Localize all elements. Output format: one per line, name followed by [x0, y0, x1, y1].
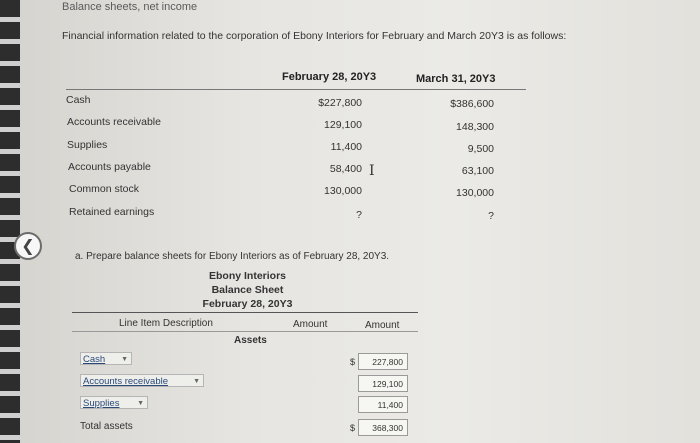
row-label-ar: Accounts receivable — [67, 116, 161, 128]
row-label-cs: Common stock — [69, 183, 140, 195]
chevron-down-icon: ▼ — [137, 400, 144, 407]
row-label-cash: Cash — [66, 94, 91, 106]
section-assets: Assets — [234, 335, 267, 346]
feb-re: ? — [356, 209, 362, 221]
chevron-left-icon[interactable]: ❮ — [14, 232, 42, 260]
feb-ar: 129,100 — [324, 119, 362, 131]
chevron-down-icon: ▼ — [193, 378, 200, 385]
sheet-rule — [72, 312, 418, 313]
feb-supplies: 11,400 — [330, 141, 362, 153]
sheet-title: Balance Sheet — [211, 284, 284, 296]
column-header-feb: February 28, 20Y3 — [282, 71, 377, 83]
chevron-down-icon: ▼ — [121, 356, 128, 363]
mar-cs: 130,000 — [456, 187, 494, 199]
line-item-select-supplies[interactable] — [80, 396, 148, 409]
header-rule — [66, 89, 526, 90]
text-cursor-icon: I — [369, 163, 375, 179]
amount-input-cash[interactable]: 227,800 — [358, 353, 408, 370]
col-amount-header-2: Amount — [365, 320, 400, 331]
select-value: Cash — [83, 354, 106, 365]
amount-input-supplies[interactable]: 11,400 — [358, 396, 408, 413]
select-value: Supplies — [83, 398, 120, 409]
feb-cash: $227,800 — [318, 97, 362, 109]
total-assets-label: Total assets — [80, 421, 133, 432]
col-header-rule — [72, 331, 418, 332]
mar-supplies: 9,500 — [467, 143, 494, 155]
sheet-date: February 28, 20Y3 — [202, 298, 293, 310]
row-label-supplies: Supplies — [67, 139, 108, 151]
row-label-ap: Accounts payable — [68, 161, 151, 173]
col-desc-header: Line Item Description — [119, 318, 213, 329]
feb-cs: 130,000 — [324, 185, 362, 197]
amount-input-ar[interactable]: 129,100 — [358, 375, 408, 392]
mar-ar: 148,300 — [456, 121, 494, 133]
col-amount-header-1: Amount — [293, 319, 328, 330]
select-value: Accounts receivable — [83, 376, 169, 387]
question-text: a. Prepare balance sheets for Ebony Interiors as of February 28, 20Y3. — [75, 251, 390, 262]
row-label-re: Retained earnings — [69, 206, 155, 218]
mar-cash: $386,600 — [450, 98, 494, 110]
mar-re: ? — [488, 210, 494, 222]
currency-symbol: $ — [350, 357, 356, 367]
mar-ap: 63,100 — [461, 165, 494, 177]
left-sidebar-strip — [0, 0, 20, 443]
total-assets-input[interactable]: 368,300 — [358, 419, 408, 436]
feb-ap: 58,400 — [329, 163, 362, 175]
intro-text: Financial information related to the corporation of Ebony Interiors for February and March 20Y3 is as follows: — [62, 30, 567, 42]
sheet-company: Ebony Interiors — [208, 270, 286, 282]
column-header-mar: March 31, 20Y3 — [416, 73, 496, 85]
page-title: Balance sheets, net income — [62, 1, 198, 13]
line-item-select-cash[interactable] — [80, 352, 132, 365]
line-item-select-ar[interactable] — [80, 374, 204, 387]
currency-symbol-total: $ — [350, 423, 356, 433]
